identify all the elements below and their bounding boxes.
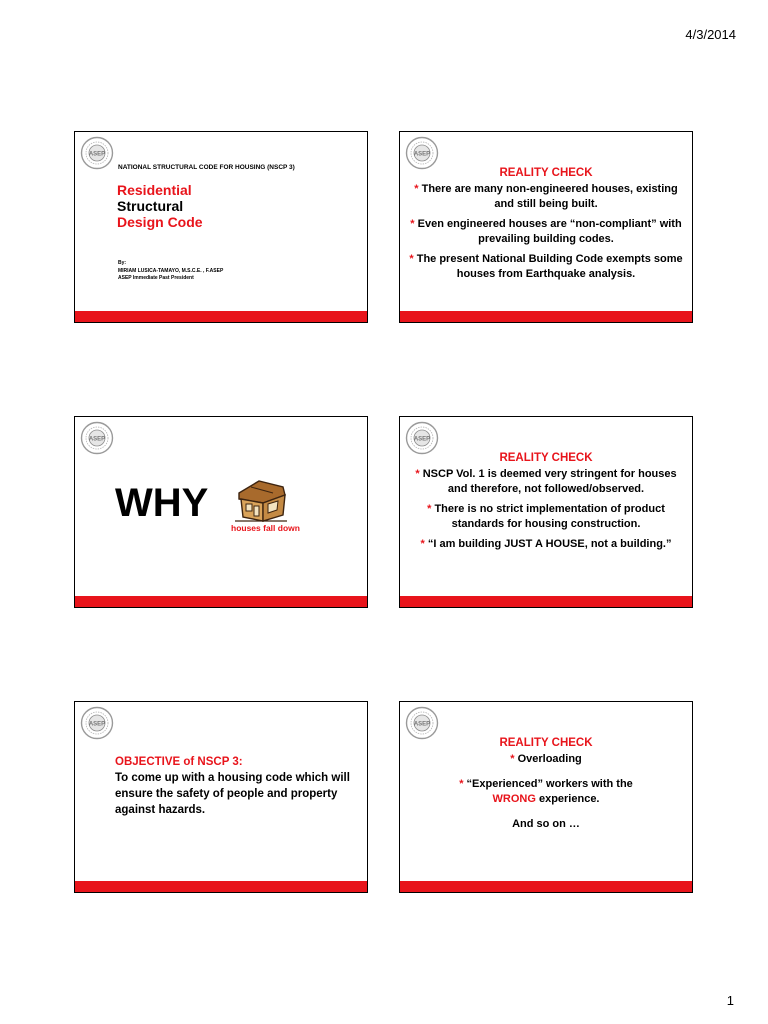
objective-block xyxy=(115,754,355,818)
reality-check-heading: REALITY CHECK xyxy=(499,452,593,464)
svg-text:ASEP: ASEP xyxy=(88,151,106,158)
list-item: * The present National Building Code exempts some houses from Earthquake analysis. xyxy=(409,253,683,280)
list-item: * NSCP Vol. 1 is deemed very stringent for houses and therefore, not followed/observed. xyxy=(415,468,677,495)
list-item: * “I am building JUST A HOUSE, not a building.” xyxy=(420,538,672,550)
closing-text: And so on … xyxy=(512,818,580,830)
svg-text:ASEP: ASEP xyxy=(413,151,431,158)
slide-title xyxy=(74,131,368,323)
asep-logo xyxy=(405,136,439,170)
slide-red-bar xyxy=(400,881,692,892)
list-item: * There are many non-engineered houses, existing and still being built. xyxy=(414,183,678,210)
title-residential: Residential xyxy=(117,182,192,198)
why-text: WHY xyxy=(115,481,209,525)
slide-red-bar xyxy=(400,311,692,322)
title-design-code: Design Code xyxy=(117,214,203,230)
slide-red-bar xyxy=(75,596,367,607)
svg-text:ASEP: ASEP xyxy=(413,436,431,443)
slide-red-bar xyxy=(75,311,367,322)
page-number: 1 xyxy=(726,993,734,1008)
list-item: * Even engineered houses are “non-compliant” with prevailing building codes. xyxy=(410,218,682,245)
list-item: * There is no strict implementation of product standards for housing construction. xyxy=(427,503,665,530)
asep-logo xyxy=(405,706,439,740)
objective-label: OBJECTIVE of NSCP 3: xyxy=(115,756,243,768)
slide-reality-check-1 xyxy=(399,131,693,323)
author-block xyxy=(118,260,223,283)
collapsing-house-icon xyxy=(233,477,289,523)
asep-logo xyxy=(80,706,114,740)
svg-text:ASEP: ASEP xyxy=(88,721,106,728)
asep-logo xyxy=(405,421,439,455)
reality-check-heading: REALITY CHECK xyxy=(499,167,593,179)
slide-red-bar xyxy=(400,596,692,607)
reality-check-content xyxy=(400,451,692,557)
slide-why xyxy=(74,416,368,608)
slide-reality-check-2 xyxy=(399,416,693,608)
slide-reality-check-3 xyxy=(399,701,693,893)
author-name: MIRIAM LUSICA-TAMAYO, M.S.C.E. , F.ASEP xyxy=(118,267,224,274)
by-label: By: xyxy=(118,260,127,266)
why-caption: houses fall down xyxy=(231,523,300,533)
svg-text:ASEP: ASEP xyxy=(88,436,106,443)
list-item: * Overloading xyxy=(510,753,582,765)
list-item: * “Experienced” workers with the WRONG experience. xyxy=(459,778,633,805)
asep-logo xyxy=(80,421,114,455)
asep-logo xyxy=(80,136,114,170)
reality-check-content xyxy=(400,166,692,287)
reality-check-heading: REALITY CHECK xyxy=(499,737,593,749)
slide-red-bar xyxy=(75,881,367,892)
slide-objective xyxy=(74,701,368,893)
reality-check-content xyxy=(400,736,692,837)
objective-text: To come up with a housing code which will ensure the safety of people and property against hazards. xyxy=(115,772,350,816)
title-structural: Structural xyxy=(117,198,184,214)
code-title: NATIONAL STRUCTURAL CODE FOR HOUSING (NSCP 3) xyxy=(118,164,295,171)
svg-text:ASEP: ASEP xyxy=(413,721,431,728)
author-role: ASEP Immediate Past President xyxy=(118,275,194,281)
page-date: 4/3/2014 xyxy=(685,27,736,42)
